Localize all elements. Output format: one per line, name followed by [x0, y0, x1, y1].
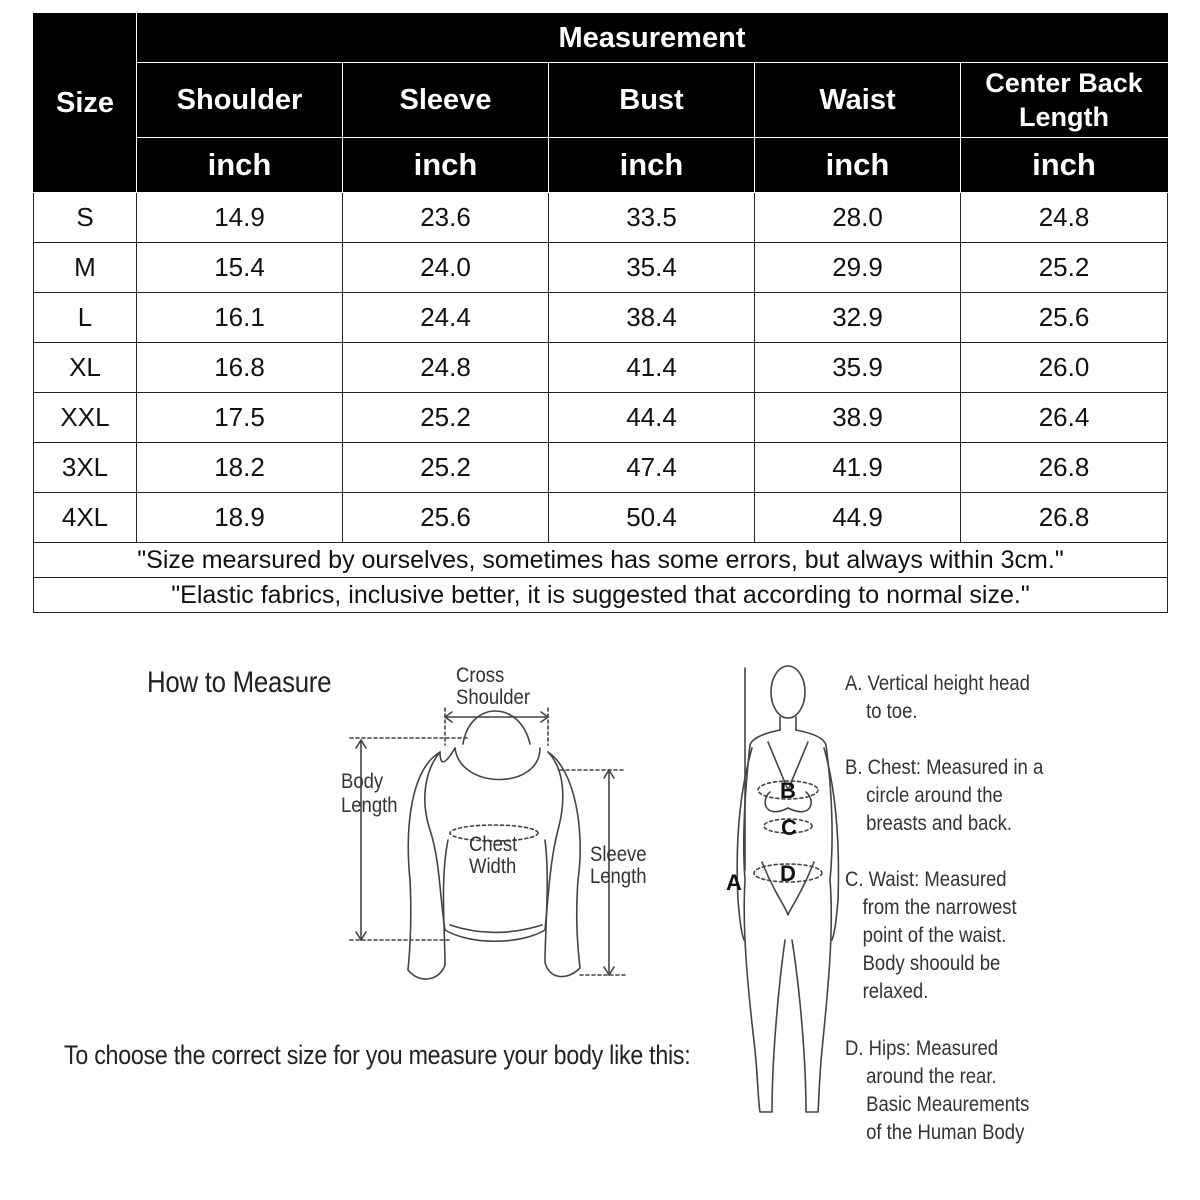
- column-header-waist: Waist: [755, 63, 961, 138]
- chest-width-label: Chest: [469, 833, 518, 856]
- body-length-label: Body: [341, 770, 384, 793]
- value-cell: 23.6: [343, 193, 549, 243]
- column-header-center-back-length: Center Back Length: [961, 63, 1168, 138]
- value-cell: 44.4: [549, 393, 755, 443]
- note-line: B. Chest: Measured in a: [845, 756, 1044, 779]
- note-line: from the narrowest: [862, 896, 1017, 919]
- value-cell: 26.8: [961, 493, 1168, 543]
- value-cell: 25.2: [343, 393, 549, 443]
- value-cell: 24.8: [961, 193, 1168, 243]
- value-cell: 18.9: [137, 493, 343, 543]
- size-cell: M: [34, 243, 137, 293]
- value-cell: 15.4: [137, 243, 343, 293]
- note-line: circle around the: [866, 784, 1003, 807]
- note-hips: [845, 1035, 1074, 1147]
- size-cell: XXL: [34, 393, 137, 443]
- value-cell: 28.0: [755, 193, 961, 243]
- value-cell: 41.9: [755, 443, 961, 493]
- size-cell: L: [34, 293, 137, 343]
- size-cell: S: [34, 193, 137, 243]
- note-line: point of the waist.: [862, 924, 1007, 947]
- note-waist: [845, 866, 1074, 1006]
- value-cell: 44.9: [755, 493, 961, 543]
- value-cell: 25.2: [961, 243, 1168, 293]
- note-line: A. Vertical height head: [845, 672, 1030, 695]
- value-cell: 16.8: [137, 343, 343, 393]
- letter-d: D: [780, 861, 796, 886]
- value-cell: 26.8: [961, 443, 1168, 493]
- letter-a: A: [726, 870, 742, 895]
- size-header: Size: [34, 14, 137, 193]
- size-cell: 4XL: [34, 493, 137, 543]
- note-line: breasts and back.: [866, 812, 1012, 835]
- column-header-sleeve: Sleeve: [343, 63, 549, 138]
- size-cell: XL: [34, 343, 137, 393]
- note-line: Basic Meaurements: [866, 1093, 1030, 1116]
- value-cell: 35.4: [549, 243, 755, 293]
- size-cell: 3XL: [34, 443, 137, 493]
- value-cell: 25.6: [961, 293, 1168, 343]
- value-cell: 14.9: [137, 193, 343, 243]
- chest-width-label: Width: [469, 855, 517, 878]
- unit-header: inch: [549, 138, 755, 193]
- value-cell: 47.4: [549, 443, 755, 493]
- unit-header: inch: [961, 138, 1168, 193]
- note-line: to toe.: [866, 700, 918, 723]
- value-cell: 18.2: [137, 443, 343, 493]
- note-line: relaxed.: [862, 980, 929, 1003]
- note-line: around the rear.: [866, 1065, 997, 1088]
- note-line: D. Hips: Measured: [845, 1037, 999, 1060]
- letter-c: C: [781, 815, 797, 840]
- value-cell: 38.4: [549, 293, 755, 343]
- column-header-shoulder: Shoulder: [137, 63, 343, 138]
- value-cell: 24.4: [343, 293, 549, 343]
- note-chest: [845, 754, 1074, 838]
- measurement-header: Measurement: [137, 14, 1168, 63]
- note-line: of the Human Body: [866, 1121, 1025, 1144]
- note-height: [845, 670, 1074, 726]
- value-cell: 24.0: [343, 243, 549, 293]
- letter-b: B: [780, 778, 796, 803]
- note-line: C. Waist: Measured: [845, 868, 1007, 891]
- body-length-label: Length: [341, 794, 398, 817]
- cross-shoulder-label: Cross: [456, 664, 505, 687]
- table-note: "Elastic fabrics, inclusive better, it is suggested that according to normal size.": [34, 578, 1168, 613]
- sleeve-length-label: Sleeve: [590, 843, 647, 866]
- guide-instruction: To choose the correct size for you measure your body like this:: [64, 1040, 691, 1070]
- sleeve-length-label: Length: [590, 865, 647, 888]
- value-cell: 33.5: [549, 193, 755, 243]
- unit-header: inch: [343, 138, 549, 193]
- value-cell: 38.9: [755, 393, 961, 443]
- value-cell: 32.9: [755, 293, 961, 343]
- value-cell: 17.5: [137, 393, 343, 443]
- guide-title: How to Measure: [147, 666, 332, 699]
- value-cell: 35.9: [755, 343, 961, 393]
- human-body-figure: [737, 666, 838, 1112]
- value-cell: 26.4: [961, 393, 1168, 443]
- value-cell: 29.9: [755, 243, 961, 293]
- value-cell: 25.6: [343, 493, 549, 543]
- body-length-arrow: [350, 738, 470, 940]
- unit-header: inch: [755, 138, 961, 193]
- unit-header: inch: [137, 138, 343, 193]
- cross-shoulder-label: Shoulder: [456, 686, 530, 709]
- column-header-bust: Bust: [549, 63, 755, 138]
- note-line: Body shoould be: [862, 952, 1001, 975]
- value-cell: 26.0: [961, 343, 1168, 393]
- value-cell: 24.8: [343, 343, 549, 393]
- value-cell: 25.2: [343, 443, 549, 493]
- value-cell: 41.4: [549, 343, 755, 393]
- value-cell: 50.4: [549, 493, 755, 543]
- table-note: "Size mearsured by ourselves, sometimes has some errors, but always within 3cm.": [34, 543, 1168, 578]
- cross-shoulder-arrow: [445, 708, 548, 745]
- value-cell: 16.1: [137, 293, 343, 343]
